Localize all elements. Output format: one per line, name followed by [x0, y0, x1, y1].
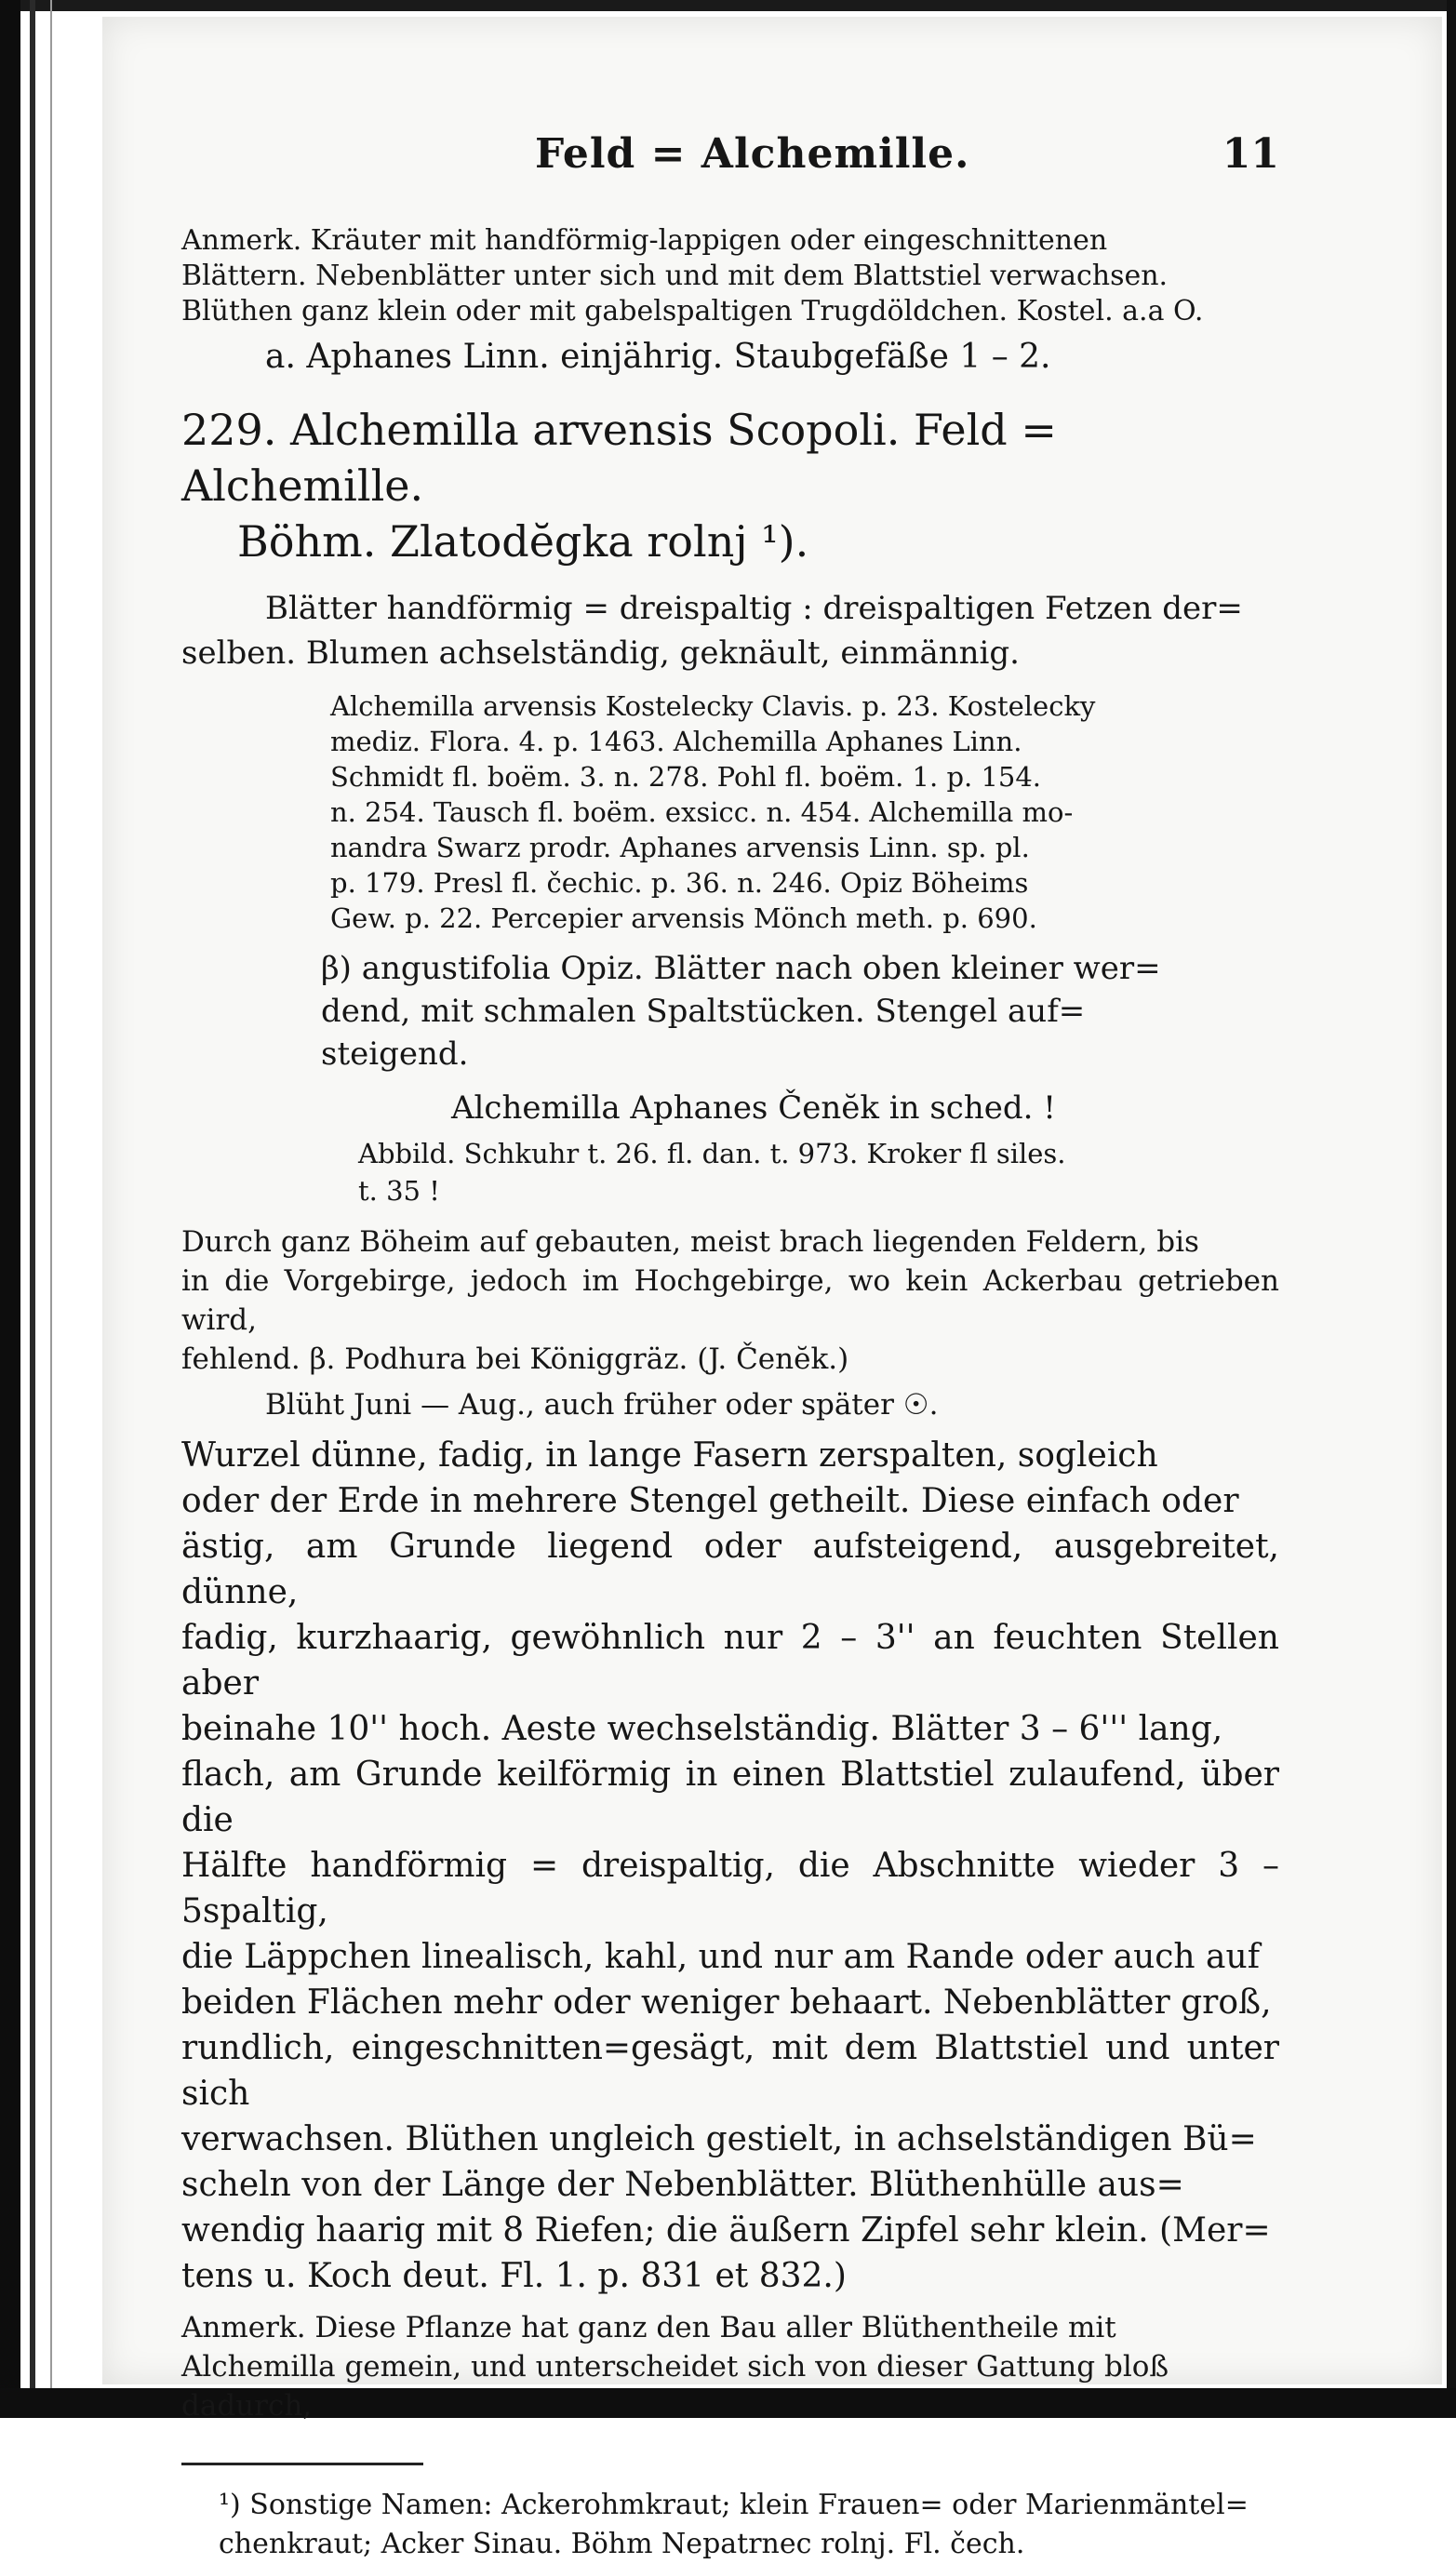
variety-beta: [181, 947, 1279, 1075]
genus-note-line: Blüthen ganz klein oder mit gabelspaltigen Trugdöldchen. Kostel. a.a O.: [181, 295, 1204, 327]
morphology-line: flach, am Grunde keilförmig in einen Blattstiel zulaufend, über die: [181, 1756, 1279, 1839]
distribution-line: fehlend. β. Podhura bei Königgräz. (J. Čenĕk.): [181, 1342, 849, 1376]
species-diagnosis: [181, 586, 1279, 675]
genus-note-line: Anmerk. Kräuter mit handförmig-lappigen oder eingeschnittenen: [181, 224, 1108, 257]
diagnosis-line: Blätter handförmig = dreispaltig : dreispaltigen Fetzen der=: [265, 590, 1243, 627]
subgenus-heading: a. Aphanes Linn. einjährig. Staubgefäße 1 – 2.: [265, 338, 1051, 376]
synonym-line: p. 179. Presl fl. čechic. p. 36. n. 246. Opiz Böheims: [330, 867, 1029, 899]
illustrations: [181, 1135, 1279, 1209]
morphology-description: [181, 1433, 1279, 2299]
distribution-line: in die Vorgebirge, jedoch im Hochgebirge, wo kein Ackerbau getrieben wird,: [181, 1264, 1279, 1337]
footnote-line: chenkraut; Acker Sinau. Böhm Nepatrnec rolnj. Fl. čech.: [219, 2528, 1025, 2560]
synonym-line: mediz. Flora. 4. p. 1463. Alchemilla Aphanes Linn.: [330, 726, 1022, 757]
genus-note: [181, 223, 1279, 329]
diagnosis-line: selben. Blumen achselständig, geknäult, einmännig.: [181, 634, 1020, 672]
morphology-line: ästig, am Grunde liegend oder aufsteigend, ausgebreitet, dünne,: [181, 1528, 1279, 1611]
species-name: 229. Alchemilla arvensis Scopoli. Feld = Alchemille.: [181, 405, 1057, 511]
synonym-line: n. 254. Tausch fl. boëm. exsicc. n. 454. Alchemilla mo-: [330, 796, 1074, 828]
herbarium-citation: Alchemilla Aphanes Čenĕk in sched. !: [451, 1089, 1056, 1127]
morphology-line: die Läppchen linealisch, kahl, und nur am Rande oder auch auf: [181, 1938, 1261, 1976]
running-title: Feld = Alchemille.: [535, 130, 970, 178]
distribution: [181, 1222, 1279, 1379]
flowering-time: Blüht Juni — Aug., auch früher oder später ☉.: [265, 1388, 939, 1422]
species-bohemian-name: Böhm. Zlatodĕgka rolnj ¹).: [237, 516, 809, 567]
species-heading: [181, 402, 1279, 569]
scan-border-top: [0, 0, 1456, 11]
synonym-line: Gew. p. 22. Percepier arvensis Mönch meth. p. 690.: [330, 902, 1037, 934]
scan-border-left-line: [50, 0, 52, 2418]
synonymy: [181, 688, 1279, 936]
species-note: [181, 2308, 1279, 2425]
morphology-line: Wurzel dünne, fadig, in lange Fasern zerspalten, sogleich: [181, 1436, 1158, 1475]
morphology-line: fadig, kurzhaarig, gewöhnlich nur 2 – 3'' an feuchten Stellen aber: [181, 1619, 1279, 1703]
morphology-line: scheln von der Länge der Nebenblätter. Blüthenhülle aus=: [181, 2166, 1184, 2204]
synonym-line: Alchemilla arvensis Kostelecky Clavis. p. 23. Kostelecky: [330, 690, 1096, 722]
synonym-line: nandra Swarz prodr. Aphanes arvensis Linn. sp. pl.: [330, 832, 1030, 863]
morphology-line: verwachsen. Blüthen ungleich gestielt, in achselständigen Bü=: [181, 2120, 1257, 2158]
variety-line: β) angustifolia Opiz. Blätter nach oben kleiner wer=: [321, 950, 1161, 987]
illustration-line: Abbild. Schkuhr t. 26. fl. dan. t. 973. Kroker fl siles.: [358, 1138, 1066, 1169]
footnote: [181, 2486, 1279, 2564]
footnote-line: ¹) Sonstige Namen: Ackerohmkraut; klein Frauen= oder Marienmäntel=: [219, 2489, 1249, 2521]
species-note-line: Alchemilla gemein, und unterscheidet sich von dieser Gattung bloß dadurch,: [181, 2350, 1169, 2423]
illustration-line: t. 35 !: [358, 1175, 440, 1207]
species-note-line: Anmerk. Diese Pflanze hat ganz den Bau aller Blüthentheile mit: [181, 2311, 1116, 2344]
page-text: [181, 130, 1279, 2564]
scan-border-left-inner: [30, 0, 35, 2418]
scan-border-right: [1447, 0, 1456, 2418]
morphology-line: rundlich, eingeschnitten=gesägt, mit dem Blattstiel und unter sich: [181, 2029, 1279, 2113]
morphology-line: wendig haarig mit 8 Riefen; die äußern Zipfel sehr klein. (Mer=: [181, 2211, 1271, 2250]
synonym-line: Schmidt fl. boëm. 3. n. 278. Pohl fl. boëm. 1. p. 154.: [330, 761, 1042, 793]
variety-line: dend, mit schmalen Spaltstücken. Stengel auf=: [321, 993, 1086, 1030]
genus-note-line: Blättern. Nebenblätter unter sich und mit dem Blattstiel verwachsen.: [181, 260, 1169, 292]
page-number: 11: [1222, 130, 1279, 178]
distribution-line: Durch ganz Böheim auf gebauten, meist brach liegenden Feldern, bis: [181, 1225, 1199, 1259]
morphology-line: tens u. Koch deut. Fl. 1. p. 831 et 832.): [181, 2257, 847, 2295]
scan-border-left: [0, 0, 20, 2418]
morphology-line: beinahe 10'' hoch. Aeste wechselständig. Blätter 3 – 6''' lang,: [181, 1710, 1223, 1748]
running-header: [181, 130, 1279, 195]
footnote-rule: [181, 2463, 423, 2465]
morphology-line: oder der Erde in mehrere Stengel getheilt. Diese einfach oder: [181, 1482, 1239, 1520]
variety-line: steigend.: [321, 1035, 469, 1073]
morphology-line: Hälfte handförmig = dreispaltig, die Abschnitte wieder 3 – 5spaltig,: [181, 1847, 1279, 1930]
morphology-line: beiden Flächen mehr oder weniger behaart. Nebenblätter groß,: [181, 1983, 1272, 2022]
